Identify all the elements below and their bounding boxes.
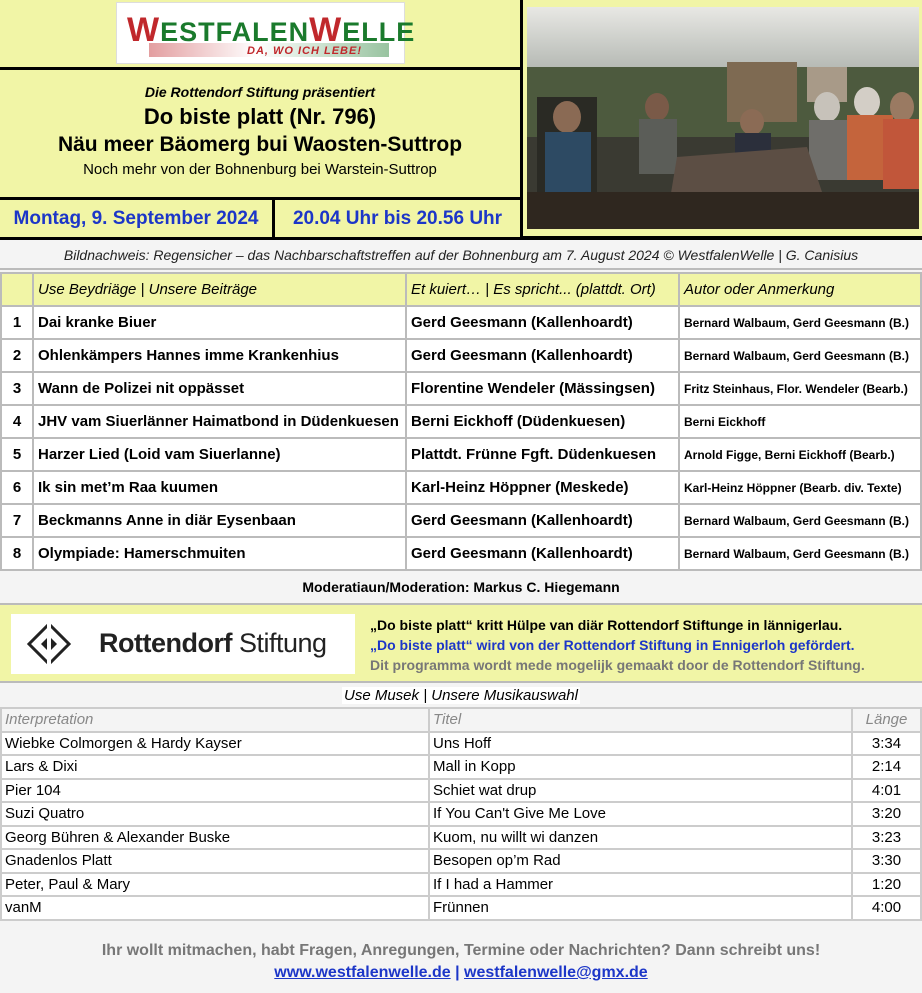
presenter-line: Die Rottendorf Stiftung präsentiert bbox=[144, 84, 376, 100]
email-link[interactable]: westfalenwelle@gmx.de bbox=[464, 964, 648, 981]
table-row bbox=[1, 779, 921, 803]
row-number: 1 bbox=[1, 306, 33, 339]
music-length: 3:20 bbox=[852, 802, 921, 826]
music-length: 3:30 bbox=[852, 849, 921, 873]
music-header-row bbox=[1, 708, 921, 732]
table-row bbox=[1, 896, 921, 920]
music-title: Frünnen bbox=[429, 896, 852, 920]
music-title: Mall in Kopp bbox=[429, 755, 852, 779]
page-subtitle: Noch mehr von der Bohnenburg bei Warstein-Suttrop bbox=[83, 161, 437, 178]
row-number: 6 bbox=[1, 471, 33, 504]
music-interp: Suzi Quatro bbox=[1, 802, 429, 826]
row-speaker: Gerd Geesmann (Kallenhoardt) bbox=[406, 537, 679, 570]
photo-credit: Bildnachweis: Regensicher – das Nachbarschaftstreffen auf der Bohnenburg am 7. August 2024 © WestfalenWelle | G. Canisius bbox=[0, 240, 922, 270]
program-header-num bbox=[1, 273, 33, 306]
row-author: Berni Eickhoff bbox=[679, 405, 921, 438]
row-author: Karl-Heinz Höppner (Bearb. div. Texte) bbox=[679, 471, 921, 504]
row-number: 8 bbox=[1, 537, 33, 570]
music-length: 3:23 bbox=[852, 826, 921, 850]
row-title: Olympiade: Hamerschmuiten bbox=[33, 537, 406, 570]
title-block bbox=[0, 70, 520, 197]
music-length: 1:20 bbox=[852, 873, 921, 897]
table-row bbox=[1, 306, 921, 339]
music-title-text: Use Musek | Unsere Musikauswahl bbox=[344, 687, 578, 704]
footer bbox=[0, 936, 922, 993]
program-header-title: Use Beydriäge | Unsere Beiträge bbox=[33, 273, 406, 306]
westfalenwelle-logo[interactable] bbox=[116, 2, 416, 64]
music-header-title: Titel bbox=[429, 708, 852, 732]
row-author: Fritz Steinhaus, Flor. Wendeler (Bearb.) bbox=[679, 372, 921, 405]
row-author: Bernard Walbaum, Gerd Geesmann (B.) bbox=[679, 504, 921, 537]
program-header-speaker: Et kuiert… | Es spricht... (plattdt. Ort) bbox=[406, 273, 679, 306]
website-link[interactable]: www.westfalenwelle.de bbox=[274, 964, 451, 981]
broadcast-date: Montag, 9. September 2024 bbox=[0, 200, 272, 237]
program-table bbox=[0, 272, 922, 571]
broadcast-time: 20.04 Uhr bis 20.56 Uhr bbox=[275, 200, 520, 237]
row-speaker: Gerd Geesmann (Kallenhoardt) bbox=[406, 339, 679, 372]
link-separator: | bbox=[450, 964, 465, 981]
table-row bbox=[1, 849, 921, 873]
table-row bbox=[1, 339, 921, 372]
logo-wordmark: WESTFALENWELLE bbox=[127, 11, 416, 49]
page-title: Do biste platt (Nr. 796) bbox=[143, 104, 377, 129]
row-number: 7 bbox=[1, 504, 33, 537]
rottendorf-logo[interactable] bbox=[11, 614, 355, 674]
music-title: Besopen op’m Rad bbox=[429, 849, 852, 873]
sponsor-text bbox=[370, 615, 865, 675]
row-title: JHV vam Siuerlänner Haimatbond in Düdenkuesen bbox=[33, 405, 406, 438]
table-row bbox=[1, 873, 921, 897]
logo-cell bbox=[0, 0, 520, 67]
row-author: Bernard Walbaum, Gerd Geesmann (B.) bbox=[679, 537, 921, 570]
row-speaker: Berni Eickhoff (Düdenkuesen) bbox=[406, 405, 679, 438]
music-length: 4:00 bbox=[852, 896, 921, 920]
table-row bbox=[1, 405, 921, 438]
music-title: Schiet wat drup bbox=[429, 779, 852, 803]
page-title-plattdt: Näu meer Bäomerg bui Waosten-Suttrop bbox=[57, 133, 463, 156]
row-speaker: Florentine Wendeler (Mässingsen) bbox=[406, 372, 679, 405]
row-title: Ohlenkämpers Hannes imme Krankenhius bbox=[33, 339, 406, 372]
table-row bbox=[1, 732, 921, 756]
row-title: Ik sin met’m Raa kuumen bbox=[33, 471, 406, 504]
table-row bbox=[1, 537, 921, 570]
sponsor-name: Rottendorf Stiftung bbox=[99, 628, 327, 658]
music-title: If You Can't Give Me Love bbox=[429, 802, 852, 826]
music-interp: Lars & Dixi bbox=[1, 755, 429, 779]
footer-question: Ihr wollt mitmachen, habt Fragen, Anregungen, Termine oder Nachrichten? Dann schreibt uns! bbox=[101, 942, 821, 959]
row-number: 4 bbox=[1, 405, 33, 438]
header bbox=[0, 0, 922, 240]
music-header-length: Länge bbox=[852, 708, 921, 732]
table-row bbox=[1, 438, 921, 471]
sponsor-line-de: „Do biste platt“ wird von der Rottendorf Stiftung in Ennigerloh gefördert. bbox=[370, 637, 855, 653]
logo-slogan: DA, WO ICH LEBE! bbox=[247, 45, 362, 57]
table-row bbox=[1, 755, 921, 779]
moderation-line: Moderatiaun/Moderation: Markus C. Hiegemann bbox=[0, 571, 922, 603]
music-interp: Pier 104 bbox=[1, 779, 429, 803]
row-author: Bernard Walbaum, Gerd Geesmann (B.) bbox=[679, 339, 921, 372]
music-section-title bbox=[0, 685, 922, 707]
row-number: 5 bbox=[1, 438, 33, 471]
table-row bbox=[1, 802, 921, 826]
music-interp: Gnadenlos Platt bbox=[1, 849, 429, 873]
rottendorf-diamond-icon bbox=[19, 614, 79, 674]
music-header-interpretation: Interpretation bbox=[1, 708, 429, 732]
table-row bbox=[1, 826, 921, 850]
row-author: Bernard Walbaum, Gerd Geesmann (B.) bbox=[679, 306, 921, 339]
row-title: Beckmanns Anne in diär Eysenbaan bbox=[33, 504, 406, 537]
row-speaker: Gerd Geesmann (Kallenhoardt) bbox=[406, 306, 679, 339]
music-interp: Wiebke Colmorgen & Hardy Kayser bbox=[1, 732, 429, 756]
music-interp: vanM bbox=[1, 896, 429, 920]
program-header-author: Autor oder Anmerkung bbox=[679, 273, 921, 306]
music-title: Kuom, nu willt wi danzen bbox=[429, 826, 852, 850]
row-number: 2 bbox=[1, 339, 33, 372]
row-number: 3 bbox=[1, 372, 33, 405]
row-speaker: Plattdt. Frünne Fgft. Düdenkuesen bbox=[406, 438, 679, 471]
sponsor-line-nl: Dit programma wordt mede mogelijk gemaakt door de Rottendorf Stiftung. bbox=[370, 657, 865, 673]
music-interp: Georg Bühren & Alexander Buske bbox=[1, 826, 429, 850]
event-photo bbox=[523, 0, 922, 236]
music-table bbox=[0, 707, 922, 921]
music-length: 4:01 bbox=[852, 779, 921, 803]
row-title: Wann de Polizei nit oppässet bbox=[33, 372, 406, 405]
music-length: 2:14 bbox=[852, 755, 921, 779]
music-interp: Peter, Paul & Mary bbox=[1, 873, 429, 897]
row-title: Harzer Lied (Loid vam Siuerlanne) bbox=[33, 438, 406, 471]
event-photo-image bbox=[527, 7, 919, 229]
footer-links bbox=[0, 964, 922, 982]
music-title: If I had a Hammer bbox=[429, 873, 852, 897]
sponsor-block bbox=[0, 603, 922, 683]
sponsor-line-plattdt: „Do biste platt“ kritt Hülpe van diär Rottendorf Stiftunge in lännigerlau. bbox=[370, 617, 843, 633]
row-speaker: Gerd Geesmann (Kallenhoardt) bbox=[406, 504, 679, 537]
music-length: 3:34 bbox=[852, 732, 921, 756]
program-header-row bbox=[1, 273, 921, 306]
table-row bbox=[1, 504, 921, 537]
table-row bbox=[1, 471, 921, 504]
row-title: Dai kranke Biuer bbox=[33, 306, 406, 339]
music-title: Uns Hoff bbox=[429, 732, 852, 756]
row-speaker: Karl-Heinz Höppner (Meskede) bbox=[406, 471, 679, 504]
table-row bbox=[1, 372, 921, 405]
row-author: Arnold Figge, Berni Eickhoff (Bearb.) bbox=[679, 438, 921, 471]
